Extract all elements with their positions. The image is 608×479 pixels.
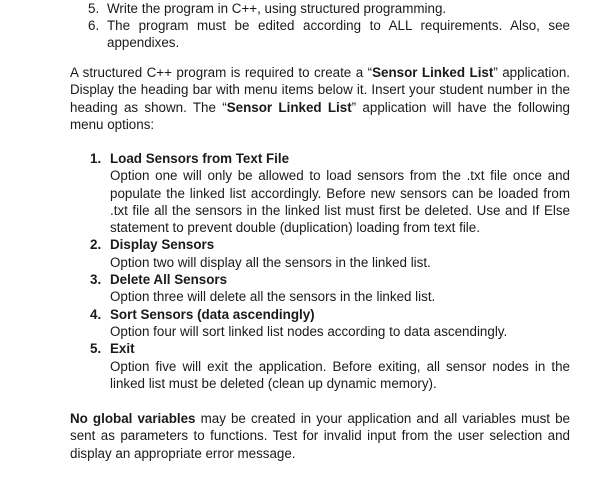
menu-option-sort-sensors (90, 306, 570, 341)
menu-option-number: 2. (90, 237, 102, 253)
menu-option-description: Option three will delete all the sensors in the linked list. (110, 289, 436, 305)
app-name-bold-1: Sensor Linked List (372, 65, 494, 80)
menu-option-number: 1. (90, 151, 102, 166)
no-global-variables-bold: No global variables (70, 411, 196, 426)
app-name-bold-2: Sensor Linked List (226, 99, 352, 115)
menu-option-display-sensors (90, 236, 570, 271)
requirement-item-6 (88, 17, 570, 52)
menu-option-title: Load Sensors from Text File (110, 151, 290, 166)
menu-option-description: Option five will exit the application. Before exiting, all sensor nodes in the linked list must be deleted (clean up dynamic memory). (110, 358, 570, 391)
requirement-text: Write the program in C++, using structured programming. (107, 1, 447, 16)
closing-text: may be created in your application and all variables must be sent as parameters to functions. Test for invalid input from the user selection and display an appropriate error message. (70, 411, 570, 461)
menu-options-list (90, 150, 570, 392)
menu-option-load-sensors (90, 150, 570, 236)
menu-option-title: Delete All Sensors (110, 272, 228, 288)
menu-option-title: Sort Sensors (data ascendingly) (110, 306, 315, 322)
intro-paragraph (70, 64, 570, 133)
menu-option-description: Option two will display all the sensors in the linked list. (110, 254, 431, 270)
menu-option-title: Display Sensors (110, 237, 215, 253)
menu-option-number: 4. (90, 306, 102, 322)
menu-option-number: 5. (90, 341, 102, 357)
menu-option-delete-all-sensors (90, 271, 570, 306)
intro-text-3: ” application will have the following menu options: (70, 99, 570, 132)
menu-option-description: Option one will only be allowed to load sensors from the .txt file once and populate the linked list accordingly. Before new sensors can be loaded from .txt file all the sensors in the linked list must first be deleted. Use and If Else statement to prevent double (duplication) loading from text file. (110, 168, 570, 236)
requirement-number: 5. (88, 1, 100, 16)
requirement-item-5 (88, 0, 570, 17)
closing-paragraph (70, 410, 570, 462)
menu-option-title: Exit (110, 341, 135, 357)
menu-option-description: Option four will sort linked list nodes according to data ascendingly. (110, 323, 508, 339)
menu-option-exit (90, 340, 570, 392)
intro-text-1: A structured C++ program is required to create a “ (70, 65, 373, 80)
requirement-text: The program must be edited according to ALL requirements. Also, see appendixes. (107, 18, 570, 51)
intro-text-2: ” application. Display the heading bar with menu items below it. Insert your student number in the heading as shown. The “ (70, 65, 570, 115)
requirement-number: 6. (88, 18, 100, 33)
menu-option-number: 3. (90, 272, 102, 288)
